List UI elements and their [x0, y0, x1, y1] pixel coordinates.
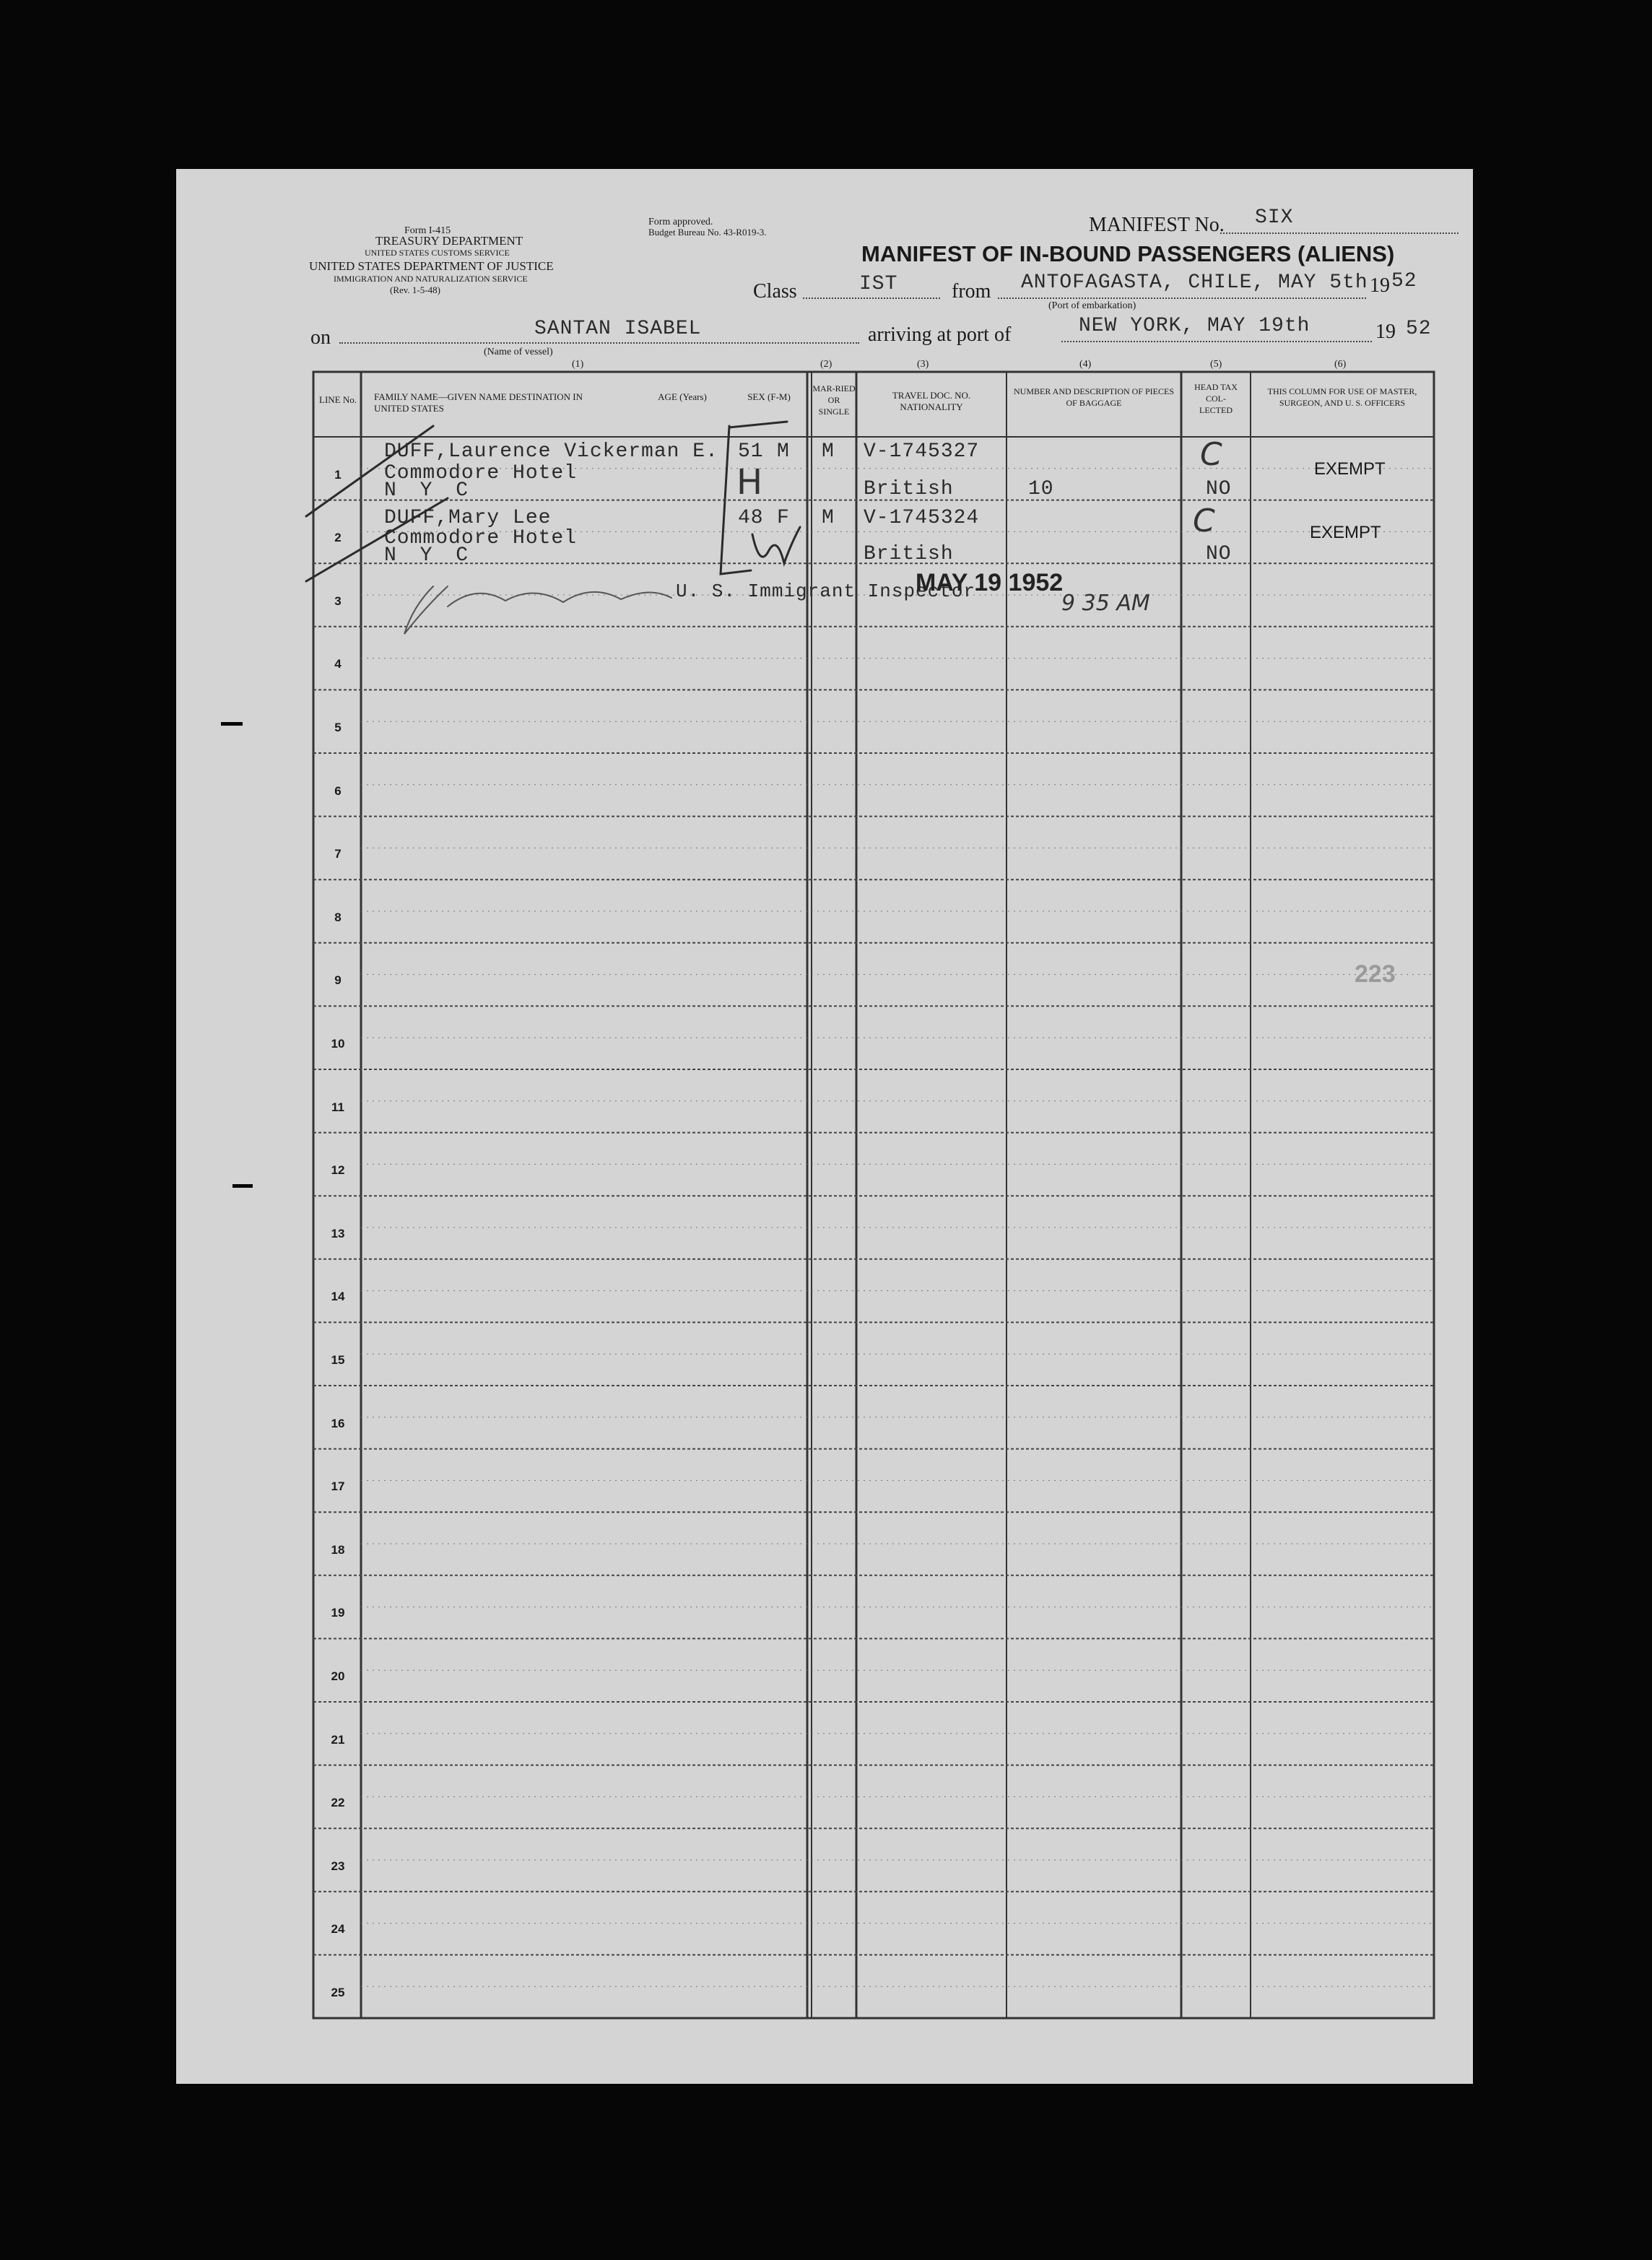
vessel-caption: (Name of vessel)	[484, 347, 553, 357]
from-label: from	[952, 280, 991, 303]
inspection-stamp-date: MAY 19 1952	[916, 569, 1064, 596]
col-header-travel: TRAVEL DOC. NO. NATIONALITY	[892, 390, 971, 412]
line-number: 19	[331, 1606, 345, 1620]
line-number: 23	[331, 1859, 345, 1873]
line-number: 12	[331, 1163, 345, 1178]
line-number: 1	[334, 467, 342, 482]
col-num-1: (1)	[572, 359, 584, 370]
passenger-2-tax: NO	[1206, 543, 1232, 565]
passenger-2-tax-mark: C	[1193, 503, 1215, 539]
passenger-1-age: 51	[738, 440, 764, 463]
passenger-1-tax: NO	[1206, 478, 1232, 500]
col-header-baggage: NUMBER AND DESCRIPTION OF PIECES OF BAGGAGE	[1013, 386, 1175, 408]
line-number: 9	[334, 973, 342, 988]
arrival-year-prefix: 19	[1375, 321, 1396, 343]
col-num-4: (4)	[1079, 359, 1092, 370]
manifest-title: MANIFEST OF IN-BOUND PASSENGERS (ALIENS)	[861, 241, 1395, 266]
col-num-3: (3)	[917, 359, 929, 370]
line-number: 11	[331, 1100, 344, 1114]
embark-caption: (Port of embarkation)	[1048, 300, 1136, 311]
passenger-2-name: DUFF,Mary Lee	[384, 507, 552, 529]
passenger-2-sex: F	[777, 507, 790, 529]
passenger-2-city: N Y C	[384, 544, 474, 567]
line-number: 6	[334, 783, 342, 798]
page-number: 223	[1355, 960, 1396, 988]
line-number: 17	[331, 1479, 345, 1494]
class-label: Class	[753, 280, 797, 303]
line-number: 5	[334, 720, 342, 734]
col-header-sex: SEX (F-M)	[747, 391, 791, 402]
line-number: 20	[331, 1669, 345, 1683]
line-number: 24	[331, 1922, 345, 1937]
passenger-1-tax-mark: C	[1200, 436, 1222, 473]
col-header-name: FAMILY NAME—GIVEN NAME DESTINATION IN UNITED STATES	[374, 391, 583, 414]
inspection-time: 9 35 AM	[1061, 591, 1150, 616]
treasury-dept: TREASURY DEPARTMENT	[375, 234, 523, 248]
class-value: IST	[859, 273, 898, 295]
embark-year: 52	[1391, 270, 1417, 292]
line-number: 8	[334, 910, 342, 924]
passenger-1-hotel: Commodore Hotel	[384, 462, 578, 484]
line-number: 14	[331, 1290, 345, 1304]
line-number: 7	[334, 847, 342, 861]
form-number: Form I-415	[404, 225, 451, 236]
passenger-1-city: N Y C	[384, 479, 474, 502]
passenger-2-doc: V-1745324	[864, 507, 980, 529]
justice-dept: UNITED STATES DEPARTMENT OF JUSTICE	[309, 259, 554, 273]
manifest-no-value: SIX	[1255, 207, 1294, 229]
passenger-1-officer: EXEMPT	[1314, 459, 1386, 479]
embark-year-prefix: 19	[1370, 274, 1390, 297]
passenger-1-baggage: 10	[1028, 478, 1054, 500]
passenger-1-nationality: British	[864, 478, 954, 500]
budget-bureau: Budget Bureau No. 43-R019-3.	[648, 227, 767, 238]
pen-mark-h: H	[736, 462, 763, 503]
on-label: on	[310, 326, 331, 349]
manifest-no-label: MANIFEST No.	[1089, 214, 1225, 236]
line-number: 4	[334, 657, 342, 672]
line-number: 25	[331, 1985, 345, 1999]
arrival-year: 52	[1406, 318, 1432, 340]
arriving-label: arriving at port of	[868, 323, 1012, 346]
col-num-6: (6)	[1334, 359, 1347, 370]
line-number: 22	[331, 1796, 345, 1810]
vessel-name: SANTAN ISABEL	[534, 318, 702, 340]
line-number: 16	[331, 1416, 345, 1430]
col-header-line: LINE No.	[319, 394, 357, 405]
col-header-headtax: HEAD TAX COL-LECTED	[1194, 382, 1238, 415]
line-number: 3	[334, 594, 342, 608]
passenger-1-name: DUFF,Laurence Vickerman E.	[384, 440, 718, 463]
passenger-1-married: M	[822, 440, 835, 463]
ins-service: IMMIGRATION AND NATURALIZATION SERVICE	[334, 274, 528, 284]
form-approved: Form approved.	[648, 217, 713, 227]
line-number: 13	[331, 1226, 345, 1240]
line-number: 2	[334, 531, 342, 545]
col-header-married: MAR-RIED OR SINGLE	[812, 383, 856, 417]
embark-port: ANTOFAGASTA, CHILE, MAY 5th	[1021, 271, 1368, 294]
line-number: 21	[331, 1732, 345, 1747]
passenger-1-sex: M	[777, 440, 790, 463]
passenger-2-married: M	[822, 507, 835, 529]
col-header-officers: THIS COLUMN FOR USE OF MASTER, SURGEON, AND U. S. OFFICERS	[1267, 386, 1417, 408]
col-header-age: AGE (Years)	[658, 391, 707, 402]
passenger-2-age: 48	[738, 507, 764, 529]
passenger-2-officer: EXEMPT	[1310, 523, 1381, 542]
line-number: 10	[331, 1036, 345, 1051]
inspector-title: U. S. Immigrant Inspector	[676, 581, 976, 602]
col-num-2: (2)	[820, 359, 832, 370]
passenger-1-doc: V-1745327	[864, 440, 980, 463]
passenger-2-hotel: Commodore Hotel	[384, 527, 578, 549]
arrival-port: NEW YORK, MAY 19th	[1079, 315, 1310, 337]
customs-service: UNITED STATES CUSTOMS SERVICE	[365, 248, 510, 258]
passenger-2-nationality: British	[864, 543, 954, 565]
line-number: 15	[331, 1352, 345, 1367]
form-revision: (Rev. 1-5-48)	[390, 284, 440, 295]
line-number: 18	[331, 1542, 345, 1557]
col-num-5: (5)	[1210, 359, 1222, 370]
